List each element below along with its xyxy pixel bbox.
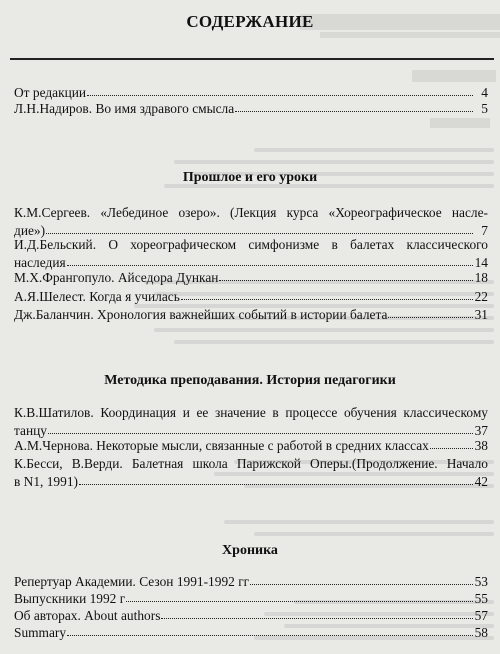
dot-leader: [48, 423, 473, 434]
toc-page-number: 22: [474, 289, 488, 304]
toc-entry-title-line: К.М.Сергеев. «Лебединое озеро». (Лекция курса «Хореографическое насле-: [14, 205, 488, 220]
toc-entry[interactable]: [14, 404, 488, 440]
toc-page-number: 53: [474, 574, 488, 589]
dot-leader: [46, 223, 473, 234]
toc-entry-title-continued: в N1, 1991): [14, 474, 78, 489]
toc-page-number: 58: [474, 625, 488, 640]
toc-entry[interactable]: [14, 236, 488, 272]
toc-entry-title: Summary: [14, 625, 67, 640]
page-title: СОДЕРЖАНИЕ: [186, 12, 314, 31]
toc-entry-title: М.Х.Франгопуло. Айседора Дункан: [14, 270, 219, 285]
toc-page-number: 38: [474, 438, 488, 453]
toc-entry[interactable]: [14, 590, 488, 608]
section-heading: Методика преподавания. История педагогики: [104, 373, 396, 388]
toc-page-number: 4: [481, 85, 488, 100]
toc-page-number: 18: [474, 270, 488, 285]
dot-leader: [219, 270, 473, 281]
dot-leader: [250, 574, 473, 585]
toc-page-number: 42: [474, 474, 488, 489]
dot-leader: [388, 307, 473, 318]
dot-leader: [430, 438, 473, 449]
toc-entry-title-continued: дие»): [14, 223, 46, 238]
toc-entry-title: А.Я.Шелест. Когда я училась: [14, 289, 180, 304]
toc-page-number: 31: [474, 307, 488, 322]
dot-leader: [67, 255, 473, 266]
title-divider-rule: [10, 58, 494, 60]
toc-entry-title: Репертуар Академии. Сезон 1991-1992 гг: [14, 574, 250, 589]
dot-leader: [67, 625, 473, 636]
toc-entry-title-line: К.Бесси, В.Верди. Балетная школа Парижской Оперы.(Продолжение. Начало: [14, 456, 488, 471]
toc-entry[interactable]: [14, 288, 488, 306]
toc-entry[interactable]: [14, 100, 488, 118]
toc-entry[interactable]: [14, 624, 488, 642]
toc-entry[interactable]: [14, 607, 488, 625]
toc-page-number: 57: [474, 608, 488, 623]
toc-entry[interactable]: [14, 437, 488, 455]
toc-entry-title: А.М.Чернова. Некоторые мысли, связанные с работой в средних классах: [14, 438, 429, 453]
toc-page-number: 7: [481, 223, 488, 238]
toc-entry[interactable]: [14, 269, 488, 287]
toc-page-number: 55: [474, 591, 488, 606]
toc-entry-title: Выпускники 1992 г: [14, 591, 126, 606]
section-heading: Прошлое и его уроки: [182, 170, 318, 185]
dot-leader: [79, 474, 473, 485]
dot-leader: [87, 85, 473, 96]
toc-entry-title: Дж.Баланчин. Хронология важнейших событий в истории балета: [14, 307, 388, 322]
toc-entry[interactable]: [14, 204, 488, 240]
dot-leader: [126, 591, 473, 602]
toc-entry-title: Л.Н.Надиров. Во имя здравого смысла: [14, 101, 235, 116]
toc-page-number: 37: [474, 423, 488, 438]
dot-leader: [181, 289, 473, 300]
toc-entry[interactable]: [14, 573, 488, 591]
toc-entry[interactable]: [14, 306, 488, 324]
toc-entry-title-line: К.В.Шатилов. Координация и ее значение в процессе обучения классическому: [14, 405, 488, 420]
dot-leader: [161, 608, 473, 619]
toc-page-number: 5: [481, 101, 488, 116]
toc-page-number: 14: [474, 255, 488, 270]
toc-entry-title: От редакции: [14, 85, 87, 100]
toc-entry-title: Об авторах. About authors: [14, 608, 161, 623]
section-heading: Хроника: [222, 543, 278, 558]
dot-leader: [235, 101, 473, 112]
toc-entry-title-continued: танцу: [14, 423, 47, 438]
toc-entry-title-line: И.Д.Бельский. О хореографическом симфонизме в балетах классического: [14, 237, 488, 252]
toc-entry[interactable]: [14, 455, 488, 491]
toc-entry-title-continued: наследия: [14, 255, 66, 270]
